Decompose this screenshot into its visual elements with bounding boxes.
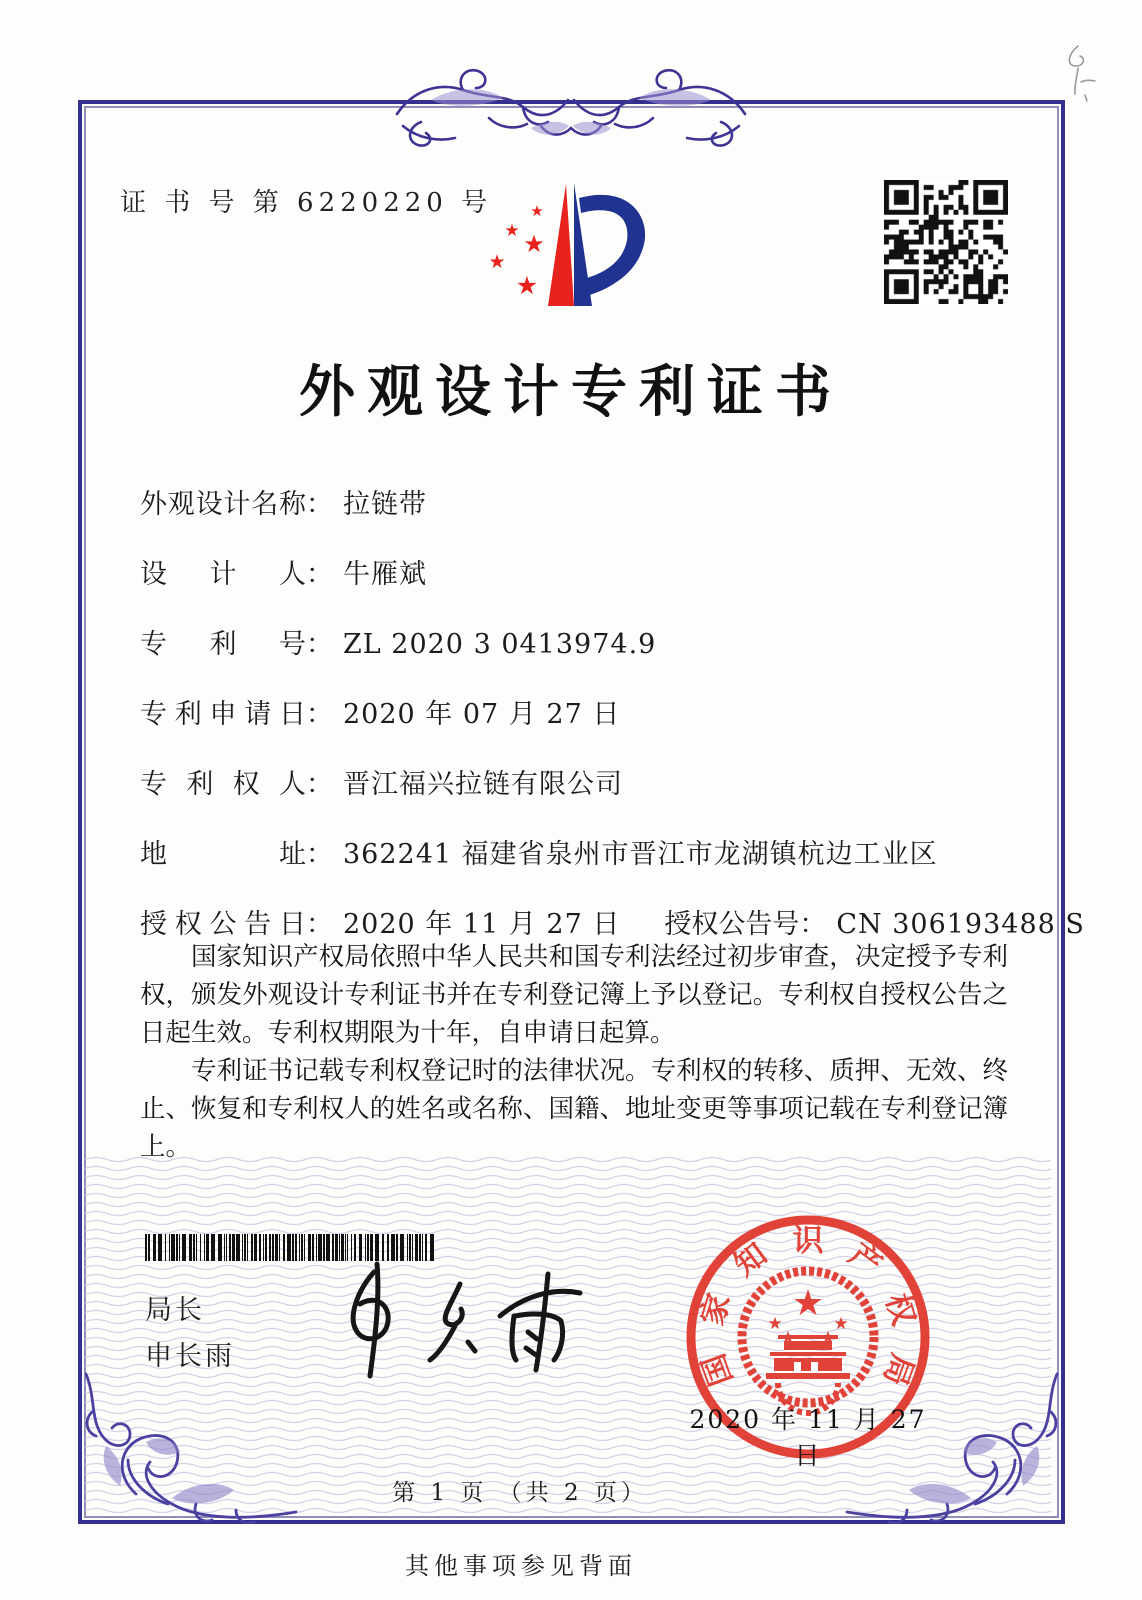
certificate-fields [140,482,1085,972]
field-value: 牛雁斌 [343,559,427,590]
field-colon: ： [306,839,333,870]
field-address [140,832,1020,902]
field-label: 专利权人 [140,769,306,800]
certificate-body [140,938,1008,1166]
seal-char: 局 [875,1349,921,1391]
svg-text:★: ★ [504,221,520,241]
svg-text:★: ★ [791,1283,825,1324]
field-designer [140,552,1020,622]
seal-date: 2020 年 11 月 27 日 [689,1405,927,1470]
qr-code [884,180,1008,304]
svg-text:★: ★ [488,251,506,273]
field-label: 外观设计名称 [140,489,306,520]
director-signature [288,1258,598,1383]
pencil-mark [1048,38,1108,108]
field-colon: ： [306,559,333,590]
barcode [145,1234,437,1261]
field-value: 2020 年 07 月 27 日 [343,699,621,730]
field-colon: ： [306,909,333,940]
field-grant-number [664,909,1085,940]
field-patentee [140,762,1020,832]
certificate-title: 外观设计专利证书 [299,359,843,425]
seal-char: 国 [695,1349,741,1391]
field-label: 授权公告号 [664,909,800,940]
field-colon: ： [799,909,827,940]
field-value: 362241 福建省泉州市晋江市龙湖镇杭边工业区 [343,839,938,870]
field-design-name [140,482,1020,552]
field-colon: ： [306,489,333,520]
seal-char: 权 [878,1289,922,1330]
field-label: 专利号 [140,629,306,660]
svg-text:★: ★ [515,271,539,300]
field-value: 2020 年 11 月 27 日 [343,909,621,940]
field-value: 拉链带 [343,489,427,520]
top-border-flourish-icon [391,62,751,174]
seal-char: 产 [842,1236,889,1284]
field-label: 专利申请日 [140,699,306,730]
field-value: 晋江福兴拉链有限公司 [343,769,623,800]
seal-char: 家 [694,1289,738,1330]
seal-char: 识 [792,1223,824,1259]
page-indicator: 第 1 页 （共 2 页） [392,1480,648,1506]
body-paragraph-2: 专利证书记载专利权登记时的法律状况。专利权的转移、质押、无效、终止、恢复和专利权人的姓名或名称、国籍、地址变更等事项记载在专利登记簿上。 [140,1056,1008,1162]
field-colon: ： [306,699,333,730]
field-label: 地址 [140,839,306,870]
field-filing-date [140,692,1020,762]
svg-text:★: ★ [767,1314,783,1334]
national-emblem-icon [742,1271,874,1413]
svg-text:★: ★ [530,202,544,220]
signatory-block [145,1288,235,1380]
cnipa-logo-icon [476,176,654,321]
field-label: 授权公告日 [140,909,306,940]
field-colon: ： [306,629,333,660]
field-colon: ： [306,769,333,800]
director-name: 申长雨 [145,1341,235,1372]
svg-text:★: ★ [833,1314,849,1334]
back-note: 其他事项参见背面 [405,1552,637,1580]
field-label: 设计人 [140,559,306,590]
svg-text:★: ★ [523,230,545,258]
body-paragraph-1: 国家知识产权局依照中华人民共和国专利法经过初步审查，决定授予专利权，颁发外观设计专利证书并在专利登记簿上予以登记。专利权自授权公告之日起生效。专利权期限为十年，自申请日起算。 [140,942,1008,1048]
seal-char: 知 [727,1236,774,1284]
director-title: 局长 [145,1295,205,1326]
field-patent-number [140,622,1020,692]
field-value: CN 306193488 S [836,909,1085,940]
field-value: ZL 2020 3 0413974.9 [343,629,657,660]
certificate-number: 证 书 号 第 6220220 号 [120,188,493,218]
